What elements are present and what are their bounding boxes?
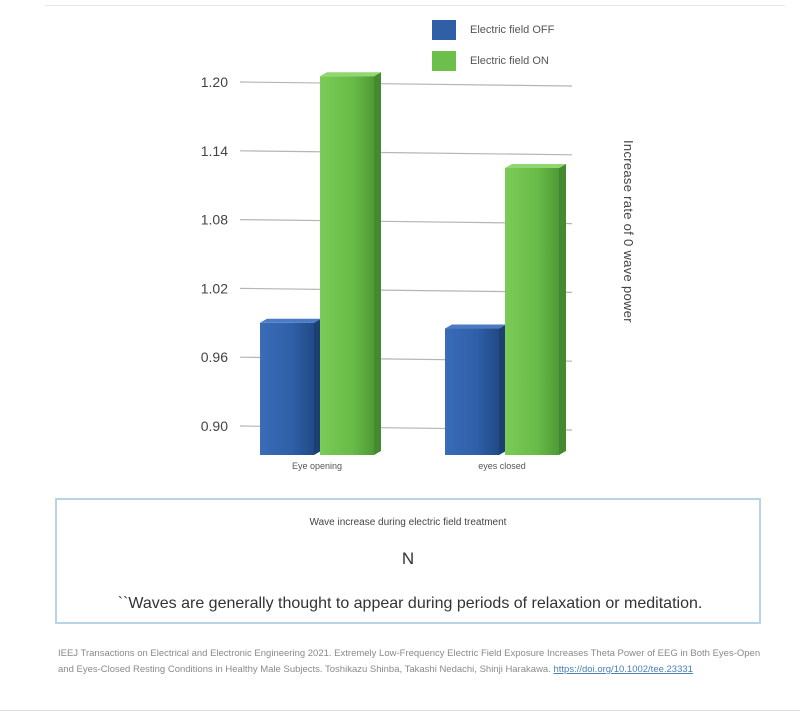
caption-title: Wave increase during electric field treatment (309, 517, 507, 528)
x-tick-label: eyes closed (478, 461, 526, 471)
y-tick-label: 0.90 (200, 418, 228, 434)
citation-text: IEEJ Transactions on Electrical and Electronic Engineering 2021. Extremely Low-Frequency Electric Field Exposure Increases Theta Power of EEG in Both Eyes-Open and Eyes-Closed Resting Conditions in Healthy Male Subjects. Toshikazu Shinba, Takashi Nedachi, Shinji Harakawa. (58, 648, 761, 675)
y-tick-label: 1.08 (200, 211, 228, 228)
bar-off-1 (445, 325, 506, 455)
caption-text: ``Waves are generally thought to appear during periods of relaxation or meditation. (117, 595, 703, 612)
legend-swatch-off (432, 20, 456, 40)
legend-swatch-on (432, 51, 456, 71)
citation (58, 646, 770, 678)
y-axis-label: Increase rate of 0 wave power (621, 140, 636, 323)
y-tick-label: 0.96 (200, 349, 228, 366)
legend-label-on: Electric field ON (470, 55, 549, 67)
y-tick-label: 1.20 (200, 74, 228, 90)
bottom-divider (0, 710, 800, 711)
legend-item-off (432, 20, 554, 40)
y-tick-label: 1.02 (200, 280, 228, 297)
legend-label-off: Electric field OFF (470, 24, 555, 36)
gridline (240, 151, 572, 155)
x-tick-label: Eye opening (291, 461, 343, 471)
gridline (240, 82, 572, 86)
legend-item-on (432, 51, 549, 71)
caption-letter: N (401, 549, 415, 568)
caption-box (55, 498, 761, 624)
y-tick-label: 1.14 (200, 142, 228, 159)
bar-on-0 (320, 72, 381, 455)
citation-link[interactable]: https://doi.org/10.1002/tee.23331 (553, 664, 693, 675)
bar-on-1 (505, 164, 566, 455)
bar-off-0 (260, 319, 321, 455)
